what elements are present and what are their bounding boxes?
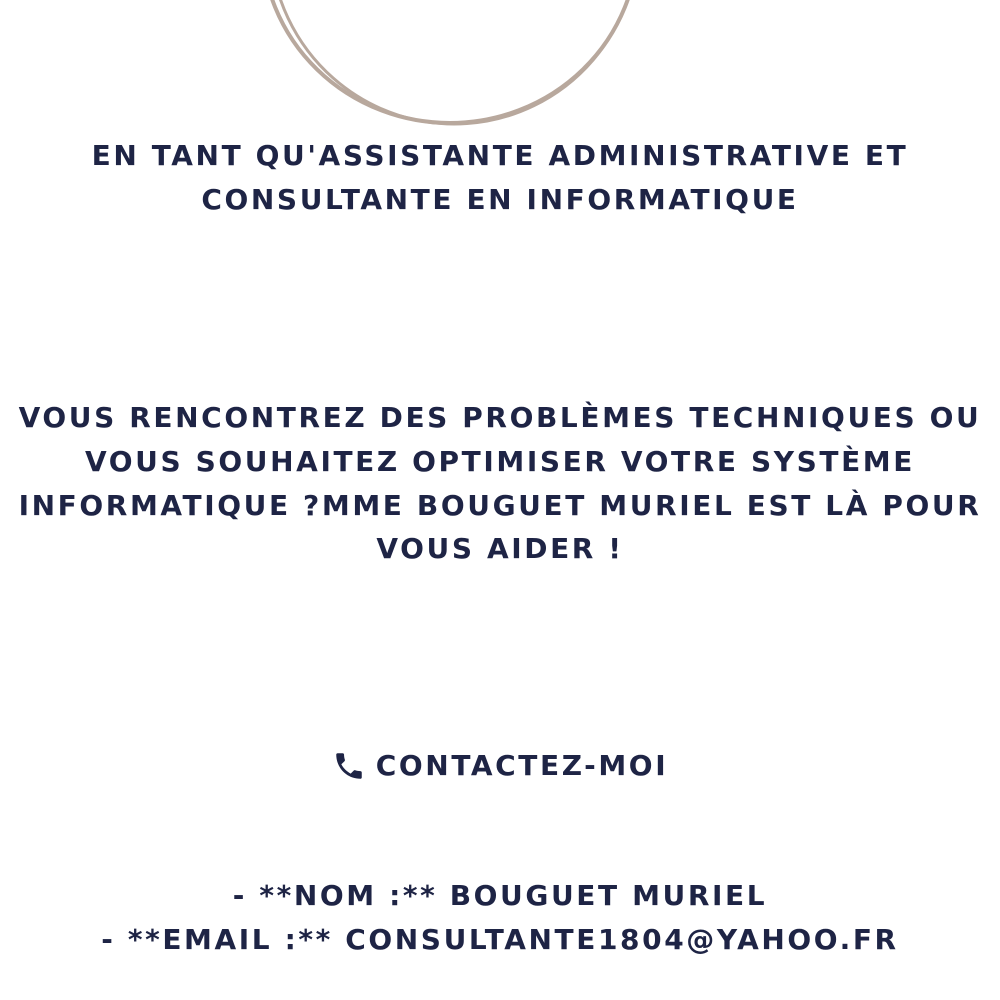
intro-line-1: EN TANT QU'ASSISTANTE ADMINISTRATIVE ET: [91, 139, 909, 172]
pitch-line-3: INFORMATIQUE ?MME BOUGUET MURIEL EST LÀ POUR: [18, 489, 982, 522]
pitch-line-1: VOUS RENCONTREZ DES PROBLÈMES TECHNIQUES OU: [18, 401, 982, 434]
decorative-circle: [240, 0, 660, 140]
contact-heading: [0, 744, 1000, 788]
contact-heading-label: CONTACTEZ-MOI: [375, 749, 669, 782]
intro-line-2: CONSULTANTE EN INFORMATIQUE: [201, 183, 799, 216]
phone-icon: [332, 749, 366, 783]
contact-email-line: - **EMAIL :** CONSULTANTE1804@YAHOO.FR: [101, 923, 899, 956]
pitch-line-2: VOUS SOUHAITEZ OPTIMISER VOTRE SYSTÈME: [85, 445, 915, 478]
pitch-line-4: VOUS AIDER !: [376, 532, 624, 565]
contact-name-line: - **NOM :** BOUGUET MURIEL: [232, 879, 768, 912]
